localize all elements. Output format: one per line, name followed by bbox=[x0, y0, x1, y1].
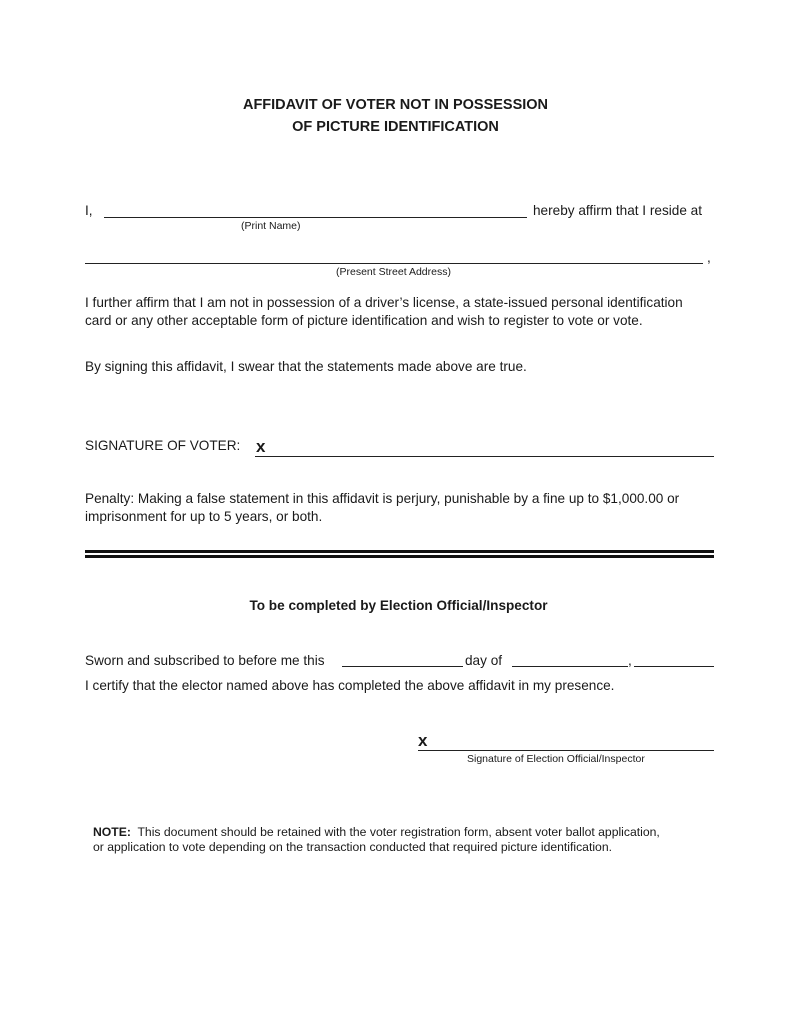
sworn-prefix: Sworn and subscribed to before me this bbox=[85, 653, 325, 668]
official-signature-field[interactable] bbox=[418, 750, 714, 751]
note-text-1: This document should be retained with the voter registration form, absent voter ballot application, bbox=[130, 825, 660, 839]
sworn-month-field[interactable] bbox=[512, 666, 628, 667]
print-name-field[interactable] bbox=[104, 217, 527, 218]
note-label: NOTE: bbox=[93, 825, 131, 839]
print-name-caption: (Print Name) bbox=[241, 220, 301, 232]
voter-signature-label: SIGNATURE OF VOTER: bbox=[85, 438, 241, 453]
address-trailing-comma: , bbox=[707, 250, 711, 265]
sworn-comma: , bbox=[628, 653, 632, 668]
affirm-prefix: I, bbox=[85, 203, 93, 218]
penalty-line-2: imprisonment for up to 5 years, or both. bbox=[85, 509, 323, 524]
voter-signature-x-mark: x bbox=[256, 437, 266, 456]
document-title-line-1: AFFIDAVIT OF VOTER NOT IN POSSESSION bbox=[242, 97, 549, 113]
official-section-heading: To be completed by Election Official/Inspector bbox=[249, 598, 548, 613]
sworn-day-field[interactable] bbox=[342, 666, 463, 667]
section-divider-bottom bbox=[85, 555, 714, 558]
further-affirm-line-2: card or any other acceptable form of picture identification and wish to register to vote or vote. bbox=[85, 313, 643, 328]
sworn-year-field[interactable] bbox=[634, 666, 714, 667]
street-address-caption: (Present Street Address) bbox=[336, 266, 451, 278]
further-affirm-line-1: I further affirm that I am not in possession of a driver’s license, a state-issued personal identification bbox=[85, 295, 683, 310]
note-line-1 bbox=[93, 825, 660, 840]
official-signature-caption: Signature of Election Official/Inspector bbox=[467, 753, 645, 765]
voter-signature-field[interactable] bbox=[255, 456, 714, 457]
section-divider-top bbox=[85, 550, 714, 553]
affirm-suffix: hereby affirm that I reside at bbox=[533, 203, 702, 218]
swear-statement: By signing this affidavit, I swear that the statements made above are true. bbox=[85, 359, 527, 374]
sworn-day-of: day of bbox=[465, 653, 503, 668]
note-line-2: or application to vote depending on the transaction conducted that required picture identification. bbox=[93, 840, 612, 854]
certify-statement: I certify that the elector named above has completed the above affidavit in my presence. bbox=[85, 678, 615, 693]
document-title-line-2: OF PICTURE IDENTIFICATION bbox=[292, 119, 499, 135]
penalty-line-1: Penalty: Making a false statement in this affidavit is perjury, punishable by a fine up to $1,000.00 or bbox=[85, 491, 680, 506]
official-signature-x-mark: x bbox=[418, 731, 428, 750]
street-address-field[interactable] bbox=[85, 263, 703, 264]
